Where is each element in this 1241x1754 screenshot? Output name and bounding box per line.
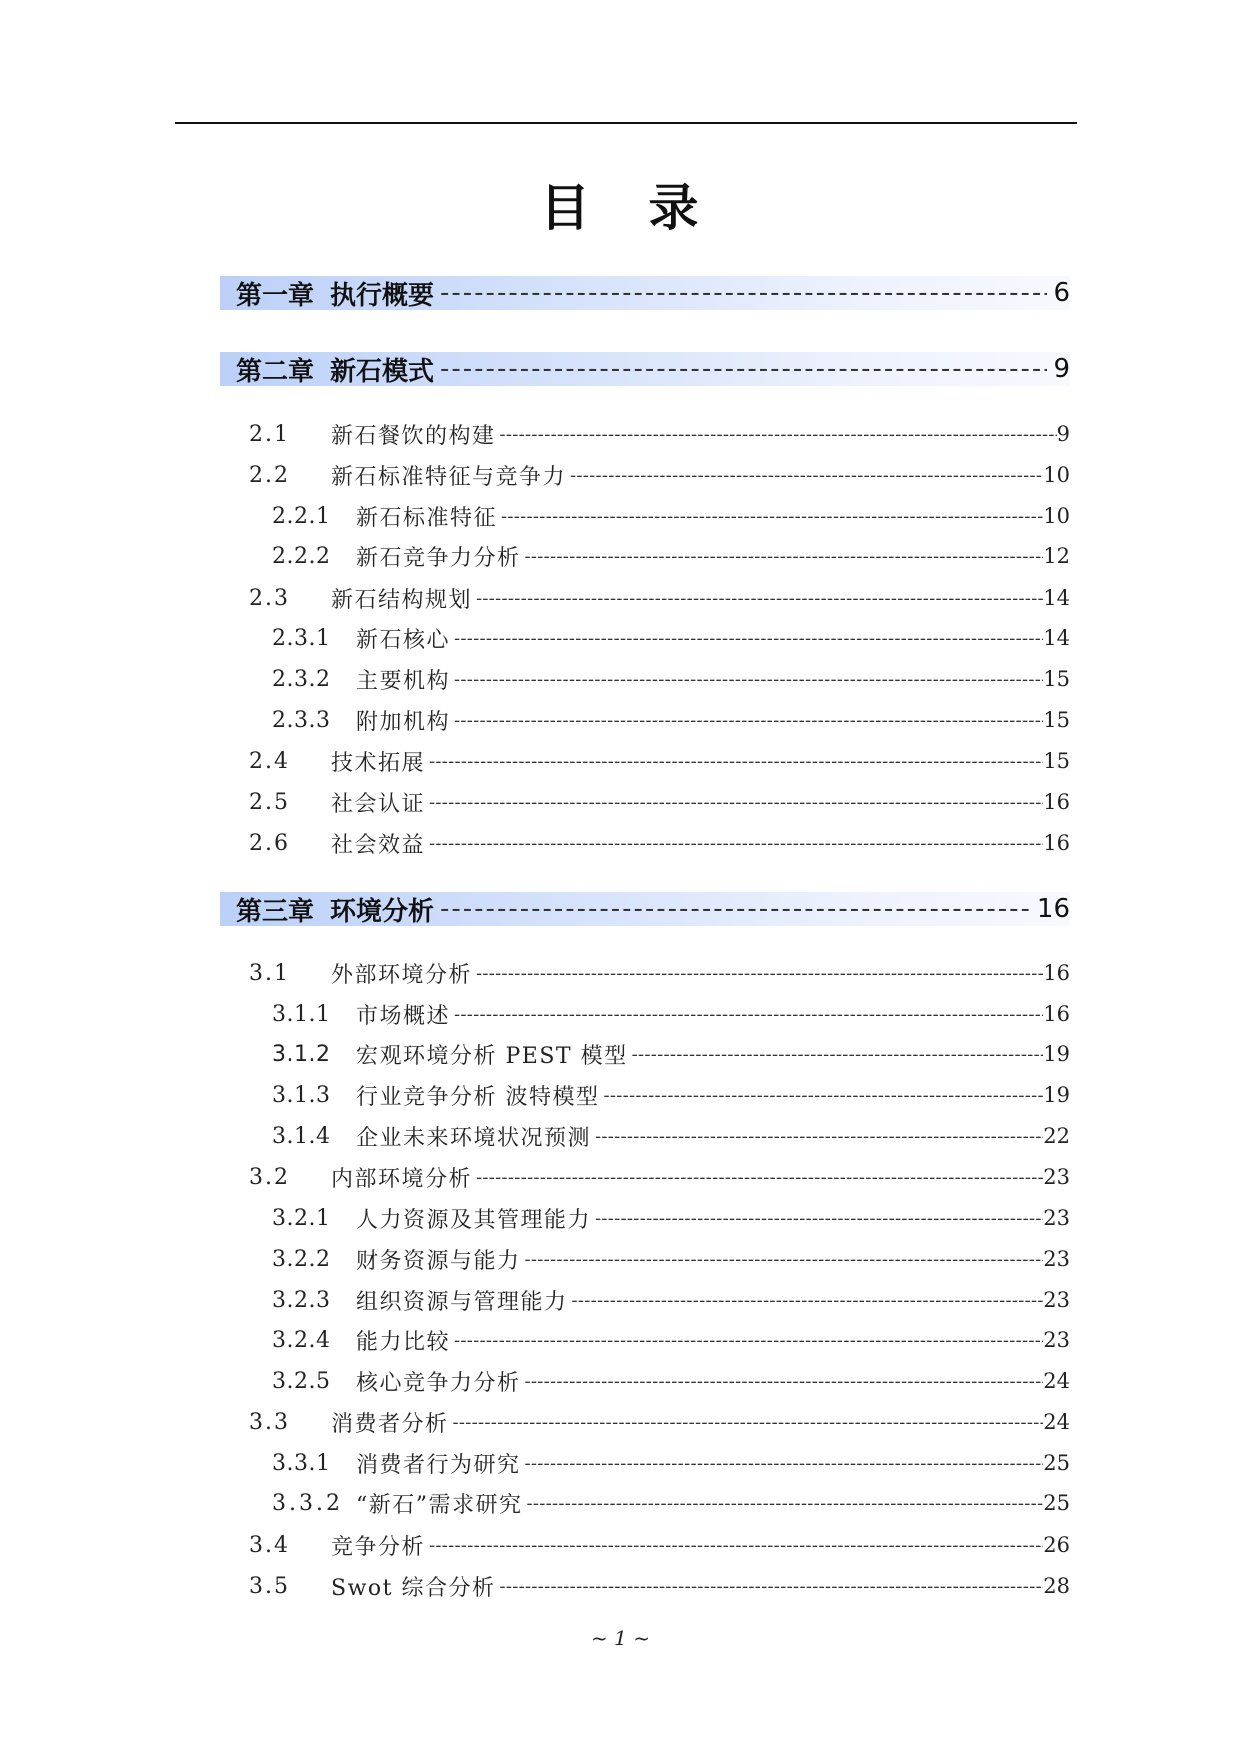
- entry-page-number: 15: [1043, 667, 1070, 691]
- dot-leader: [525, 546, 1044, 567]
- entry-number: 2.1: [249, 421, 290, 447]
- toc-entry-2-3[interactable]: [249, 582, 1070, 614]
- dot-leader: [476, 1167, 1043, 1188]
- entry-number: 3.2.1: [272, 1205, 331, 1231]
- dot-leader: [440, 894, 1031, 924]
- entry-number: 3.2.2: [272, 1246, 331, 1272]
- title-char-1: 目: [540, 179, 593, 237]
- entry-title: 宏观环境分析 PEST 模型: [356, 1043, 628, 1069]
- entry-page-number: 25: [1043, 1491, 1070, 1515]
- entry-number: 3.1.2: [272, 1041, 331, 1067]
- toc-entry-3-1[interactable]: [249, 957, 1070, 989]
- toc-entry-3-3-1[interactable]: [272, 1447, 1070, 1479]
- entry-page-number: 16: [1043, 1002, 1070, 1026]
- entry-number: 3.1.3: [272, 1082, 331, 1108]
- dot-leader: [440, 354, 1047, 384]
- dot-leader: [632, 1044, 1044, 1065]
- toc-entry-3-5[interactable]: [249, 1570, 1070, 1602]
- entry-number: 3.2.3: [272, 1287, 331, 1313]
- entry-page-number: 15: [1043, 708, 1070, 732]
- entry-page-number: 25: [1043, 1451, 1070, 1475]
- dot-leader: [440, 278, 1047, 308]
- toc-entry-2-2-1[interactable]: [272, 500, 1070, 532]
- entry-title: 组织资源与管理能力: [356, 1289, 568, 1315]
- toc-entry-2-2[interactable]: [249, 459, 1070, 491]
- chapter-page-number: 9: [1053, 354, 1070, 384]
- entry-page-number: 24: [1043, 1369, 1070, 1393]
- entry-title: 核心竞争力分析: [356, 1370, 521, 1396]
- entry-number: 2.2.2: [272, 543, 331, 569]
- entry-page-number: 14: [1043, 586, 1070, 610]
- entry-number: 3.1.4: [272, 1123, 331, 1149]
- toc-entry-3-1-3[interactable]: [272, 1079, 1070, 1111]
- entry-title: 行业竞争分析 波特模型: [356, 1084, 600, 1110]
- entry-number: 2.2: [249, 462, 290, 488]
- toc-entry-3-2-3[interactable]: [272, 1284, 1070, 1316]
- entry-page-number: 15: [1043, 749, 1070, 773]
- toc-entry-2-3-1[interactable]: [272, 622, 1070, 654]
- entry-title: 主要机构: [356, 668, 451, 694]
- entry-page-number: 16: [1043, 961, 1070, 985]
- toc-entry-2-1[interactable]: [249, 418, 1070, 450]
- entry-title: 竞争分析: [331, 1534, 426, 1560]
- entry-page-number: 16: [1043, 790, 1070, 814]
- toc-entry-3-4[interactable]: [249, 1529, 1070, 1561]
- entry-title: 新石核心: [356, 627, 451, 653]
- dot-leader: [454, 1004, 1043, 1025]
- dot-leader: [476, 588, 1043, 609]
- toc-entry-3-1-4[interactable]: [272, 1120, 1070, 1152]
- dot-leader: [429, 751, 1043, 772]
- dot-leader: [454, 1330, 1043, 1351]
- entry-page-number: 23: [1043, 1288, 1070, 1312]
- entry-page-number: 24: [1043, 1410, 1070, 1434]
- chapter-name: 新石模式: [330, 356, 435, 386]
- entry-title: 财务资源与能力: [356, 1248, 521, 1274]
- toc-entry-2-6[interactable]: [249, 827, 1070, 859]
- dot-leader: [595, 1208, 1043, 1229]
- entry-title: 技术拓展: [331, 750, 426, 776]
- entry-number: 3.1: [249, 960, 290, 986]
- dot-leader: [500, 424, 1057, 445]
- toc-entry-3-1-1[interactable]: [272, 998, 1070, 1030]
- entry-title: 社会认证: [331, 791, 426, 817]
- toc-entry-3-2-5[interactable]: [272, 1365, 1070, 1397]
- entry-page-number: 23: [1043, 1247, 1070, 1271]
- entry-number: 2.3.1: [272, 625, 331, 651]
- entry-page-number: 28: [1043, 1574, 1070, 1598]
- toc-entry-3-1-2[interactable]: [272, 1038, 1070, 1070]
- entry-title: 人力资源及其管理能力: [356, 1207, 592, 1233]
- toc-entry-2-5[interactable]: [249, 786, 1070, 818]
- dot-leader: [525, 1249, 1044, 1270]
- entry-title: 内部环境分析: [331, 1166, 473, 1192]
- entry-title: Swot 综合分析: [331, 1575, 496, 1601]
- entry-page-number: 19: [1043, 1083, 1070, 1107]
- entry-number: 3.3.2: [272, 1490, 343, 1516]
- chapter-label: 第二章: [236, 356, 315, 386]
- entry-page-number: 12: [1043, 544, 1070, 568]
- entry-number: 2.3.2: [272, 666, 331, 692]
- entry-number: 3.5: [249, 1573, 290, 1599]
- toc-entry-3-2-1[interactable]: [272, 1202, 1070, 1234]
- entry-number: 3.2: [249, 1164, 290, 1190]
- entry-title: 新石标准特征与竞争力: [331, 464, 567, 490]
- entry-page-number: 19: [1043, 1042, 1070, 1066]
- dot-leader: [572, 1290, 1044, 1311]
- entry-page-number: 9: [1056, 422, 1070, 446]
- entry-number: 2.6: [249, 830, 290, 856]
- entry-page-number: 10: [1043, 463, 1070, 487]
- entry-title: 外部环境分析: [331, 962, 473, 988]
- toc-chapter-1[interactable]: [220, 276, 1070, 310]
- toc-chapter-3[interactable]: [220, 892, 1070, 926]
- entry-number: 2.3: [249, 585, 290, 611]
- title-char-2: 录: [648, 179, 701, 237]
- entry-number: 3.2.4: [272, 1327, 331, 1353]
- toc-entry-3-2-4[interactable]: [272, 1324, 1070, 1356]
- entry-title: 能力比较: [356, 1329, 451, 1355]
- entry-title: 新石标准特征: [356, 505, 498, 531]
- toc-entry-2-2-2[interactable]: [272, 540, 1070, 572]
- dot-leader: [499, 1576, 1043, 1597]
- entry-title: 消费者行为研究: [356, 1452, 521, 1478]
- entry-page-number: 16: [1043, 831, 1070, 855]
- entry-number: 3.3.1: [272, 1450, 331, 1476]
- chapter-name: 环境分析: [330, 896, 435, 926]
- entry-page-number: 23: [1043, 1165, 1070, 1189]
- dot-leader: [527, 1493, 1044, 1514]
- entry-number: 3.1.1: [272, 1001, 331, 1027]
- dot-leader: [595, 1126, 1043, 1147]
- toc-entry-2-3-3[interactable]: [272, 704, 1070, 736]
- dot-leader: [604, 1085, 1044, 1106]
- toc-entry-3-2-2[interactable]: [272, 1243, 1070, 1275]
- entry-number: 2.5: [249, 789, 290, 815]
- dot-leader: [454, 669, 1043, 690]
- entry-page-number: 23: [1043, 1328, 1070, 1352]
- entry-title: 新石餐饮的构建: [331, 423, 496, 449]
- entry-page-number: 22: [1043, 1124, 1070, 1148]
- entry-number: 3.3: [249, 1409, 290, 1435]
- chapter-page-number: 6: [1053, 278, 1070, 308]
- dot-leader: [454, 628, 1043, 649]
- chapter-page-number: 16: [1036, 894, 1070, 924]
- toc-entry-2-3-2[interactable]: [272, 663, 1070, 695]
- entry-title: 社会效益: [331, 832, 426, 858]
- entry-page-number: 26: [1043, 1533, 1070, 1557]
- toc-entry-3-3-2[interactable]: [272, 1487, 1070, 1519]
- toc-entry-3-3[interactable]: [249, 1406, 1070, 1438]
- entry-page-number: 14: [1043, 626, 1070, 650]
- dot-leader: [453, 1412, 1044, 1433]
- entry-title: 消费者分析: [331, 1411, 449, 1437]
- entry-title: 新石结构规划: [331, 587, 473, 613]
- entry-number: 3.4: [249, 1532, 290, 1558]
- dot-leader: [429, 833, 1043, 854]
- entry-title: 附加机构: [356, 709, 451, 735]
- dot-leader: [501, 506, 1043, 527]
- entry-number: 2.2.1: [272, 503, 331, 529]
- entry-page-number: 23: [1043, 1206, 1070, 1230]
- toc-entry-3-2[interactable]: [249, 1161, 1070, 1193]
- entry-title: 企业未来环境状况预测: [356, 1125, 592, 1151]
- entry-page-number: 10: [1043, 504, 1070, 528]
- dot-leader: [429, 1535, 1043, 1556]
- dot-leader: [476, 963, 1043, 984]
- page-footer-number: ~ 1 ~: [591, 1626, 650, 1650]
- chapter-label: 第三章: [236, 896, 315, 926]
- dot-leader: [454, 710, 1043, 731]
- chapter-label: 第一章: [236, 280, 315, 310]
- entry-title: 新石竞争力分析: [356, 545, 521, 571]
- dot-leader: [570, 465, 1043, 486]
- toc-chapter-2[interactable]: [220, 352, 1070, 386]
- entry-number: 2.3.3: [272, 707, 331, 733]
- dot-leader: [429, 792, 1043, 813]
- dot-leader: [525, 1453, 1044, 1474]
- entry-number: 2.4: [249, 748, 290, 774]
- entry-title: “新石”需求研究: [356, 1492, 523, 1518]
- entry-number: 3.2.5: [272, 1368, 331, 1394]
- entry-title: 市场概述: [356, 1003, 451, 1029]
- chapter-name: 执行概要: [330, 280, 435, 310]
- toc-entry-2-4[interactable]: [249, 745, 1070, 777]
- dot-leader: [525, 1371, 1044, 1392]
